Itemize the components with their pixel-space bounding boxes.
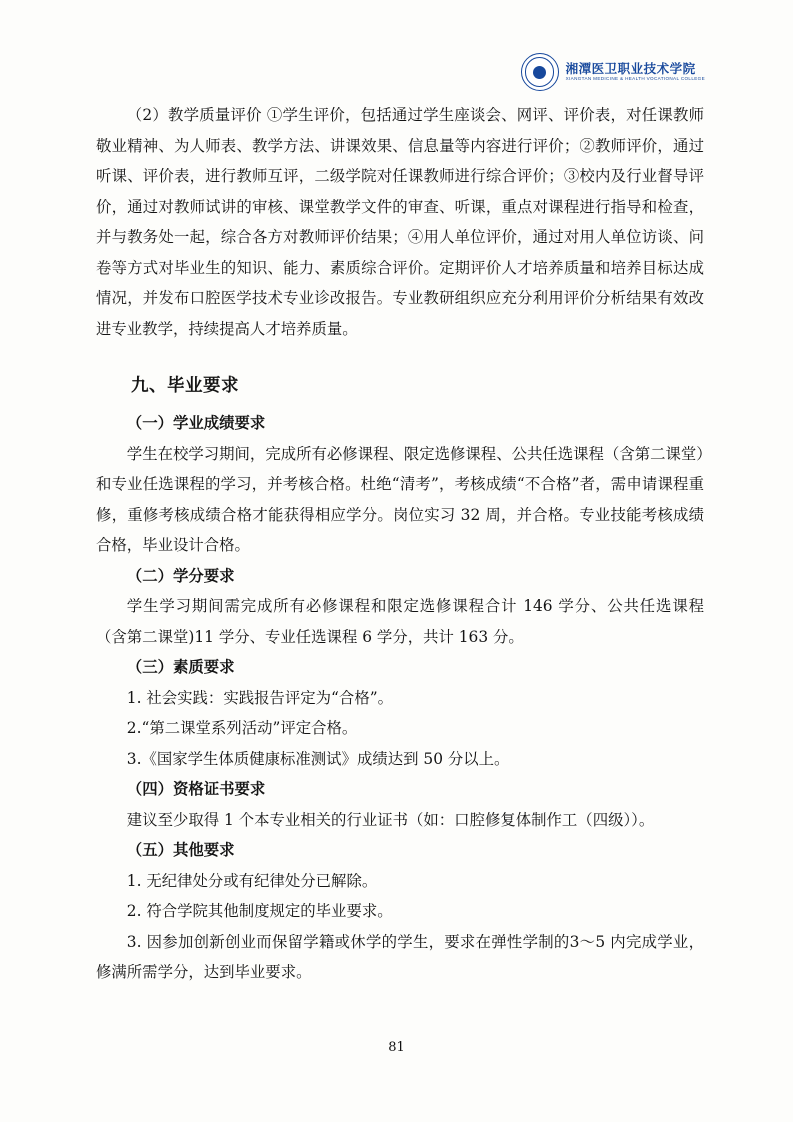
paragraph-credit-requirements: 学生学习期间需完成所有必修课程和限定选修课程合计 146 学分、公共任选课程（含第二课堂)11 学分、专业任选课程 6 学分，共计 163 分。 (96, 597, 704, 646)
paragraph-certificate-requirements: 建议至少取得 1 个本专业相关的行业证书（如：口腔修复体制作工（四级））。 (126, 810, 655, 829)
section-heading-graduation-requirements: 九、毕业要求 (131, 376, 239, 396)
page-number: 81 (388, 1040, 405, 1055)
logo-name-en: XIANGTAN MEDICINE & HEALTH VOCATIONAL COLLEGE (565, 76, 705, 82)
document-content (96, 100, 704, 988)
subheading-other-requirements: （五）其他要求 (126, 841, 235, 859)
subheading-certificate-requirements: （四）资格证书要求 (126, 780, 266, 798)
logo-text-block (566, 62, 705, 82)
paragraph-academic-performance: 学生在校学习期间，完成所有必修课程、限定选修课程、公共任选课程（含第二课堂）和专业任选课程的学习，并考核合格。杜绝“清考”，考核成绩“不合格”者，需申请课程重修，重修考核成绩合格才能获得相应学分。岗位实习 32 周，并合格。专业技能考核成绩合格，毕业设计合格。 (96, 444, 704, 554)
subheading-academic-performance: （一）学业成绩要求 (126, 414, 266, 432)
university-seal-icon (521, 53, 559, 91)
subheading-quality-requirements: （三）素质要求 (126, 658, 235, 676)
list-item-other-2: 2. 符合学院其他制度规定的毕业要求。 (126, 902, 393, 920)
list-item-quality-2: 2.“第二课堂系列活动”评定合格。 (126, 719, 358, 737)
logo-name-cn: 湘潭医卫职业技术学院 (565, 61, 696, 77)
list-item-other-3: 3. 因参加创新创业而保留学籍或休学的学生，要求在弹性学制的3～5 内完成学业，修满所需学分，达到毕业要求。 (96, 932, 704, 981)
paragraph-teaching-quality-evaluation: （2）教学质量评价 ①学生评价，包括通过学生座谈会、网评、评价表，对任课教师敬业精神、为人师表、教学方法、讲课效果、信息量等内容进行评价；②教师评价，通过听课、评价表，进行教师互评，二级学院对任课教师进行综合评价；③校内及行业督导评价，通过对教师试讲的审核、课堂教学文件的审查、听课，重点对课程进行指导和检查，并与教务处一起，综合各方对教师评价结果；④用人单位评价，通过对用人单位访谈、问卷等方式对毕业生的知识、能力、素质综合评价。定期评价人才培养质量和培养目标达成情况，并发布口腔医学技术专业诊改报告。专业教研组织应充分利用评价分析结果有效改进专业教学，持续提高人才培养质量。 (96, 106, 704, 338)
list-item-quality-3: 3.《国家学生体质健康标准测试》成绩达到 50 分以上。 (126, 749, 510, 768)
subheading-credit-requirements: （二）学分要求 (126, 566, 235, 585)
college-logo (521, 52, 705, 92)
list-item-other-1: 1. 无纪律处分或有纪律处分已解除。 (126, 871, 378, 890)
list-item-quality-1: 1. 社会实践：实践报告评定为“合格”。 (126, 688, 393, 707)
